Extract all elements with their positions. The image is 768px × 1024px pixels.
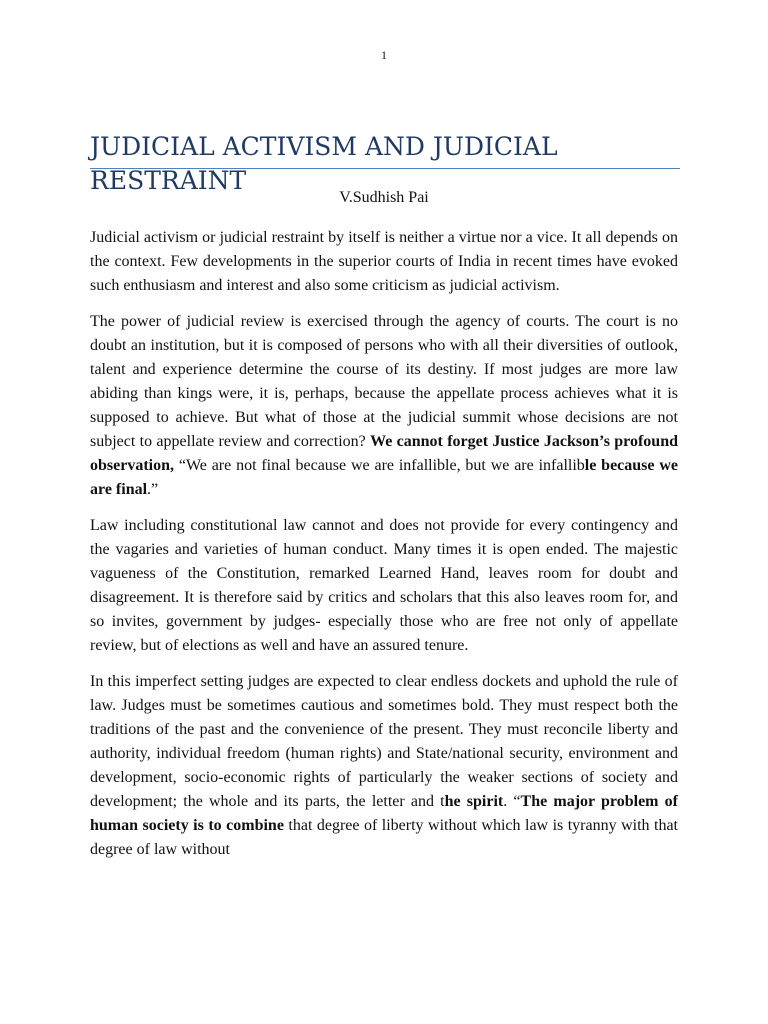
paragraph-4-punct: . “ [503, 793, 521, 810]
document-title: JUDICIAL ACTIVISM AND JUDICIAL RESTRAINT [90, 132, 558, 195]
paragraph-2-quote-bold: le because we are final [90, 457, 679, 498]
paragraph-4-text: In this imperfect setting judges are expected to clear endless dockets and uphold the rule of law. Judges must be sometimes cautious and sometimes bold. They must respect both the traditions of the past and the convenience of the present. They must reconcile liberty and authority, individual freedom (human rights) and State/national security, environment and development, socio-economic rights of particularly the weaker sections of society and development; the whole and its parts, the letter and t [90, 673, 678, 810]
paragraph-4-quote-bold: The major problem of human society is to combine [90, 793, 678, 834]
page-number: 1 [381, 48, 387, 62]
title-underline-rule [90, 168, 680, 169]
paragraph-1: Judicial activism or judicial restraint by itself is neither a virtue nor a vice. It all depends on the context. Few developments in the superior courts of India in recent times have evoked such enthusiasm and interest and also some criticism as judicial activism. [90, 229, 678, 294]
paragraph-4-bold-text: he spirit [444, 793, 504, 810]
author-name: V.Sudhish Pai [339, 189, 429, 206]
paragraph-2-quote: “We are not final because we are infallible, but we are infallib [174, 457, 585, 474]
paragraph-2 [90, 310, 678, 502]
paragraph-4-quote-rest: that degree of liberty without which law is tyranny with that degree of law without [90, 817, 679, 858]
document-body [90, 226, 679, 858]
paragraph-2-bold-text: We cannot forget Justice Jackson’s profound observation, [90, 433, 679, 474]
paragraph-3: Law including constitutional law cannot and does not provide for every contingency and the vagaries and varieties of human conduct. Many times it is open ended. The majestic vagueness of the Constitution, remarked Learned Hand, leaves room for doubt and disagreement. It is therefore said by critics and scholars that this also leaves room for, and so invites, government by judges- especially those who are free not only of appellate review, but of elections as well and have an assured tenure. [90, 517, 678, 654]
paragraph-2-quote-end: .” [147, 481, 159, 498]
paragraph-4 [90, 670, 679, 858]
paragraph-2-text: The power of judicial review is exercised through the agency of courts. The court is no doubt an institution, but it is composed of persons who with all their diversities of outlook, talent and experience determine the course of its destiny. If most judges are more law abiding than kings were, it is, perhaps, because the appellate process achieves what it is supposed to achieve. But what of those at the judicial summit whose decisions are not subject to appellate review and correction? [90, 313, 678, 450]
